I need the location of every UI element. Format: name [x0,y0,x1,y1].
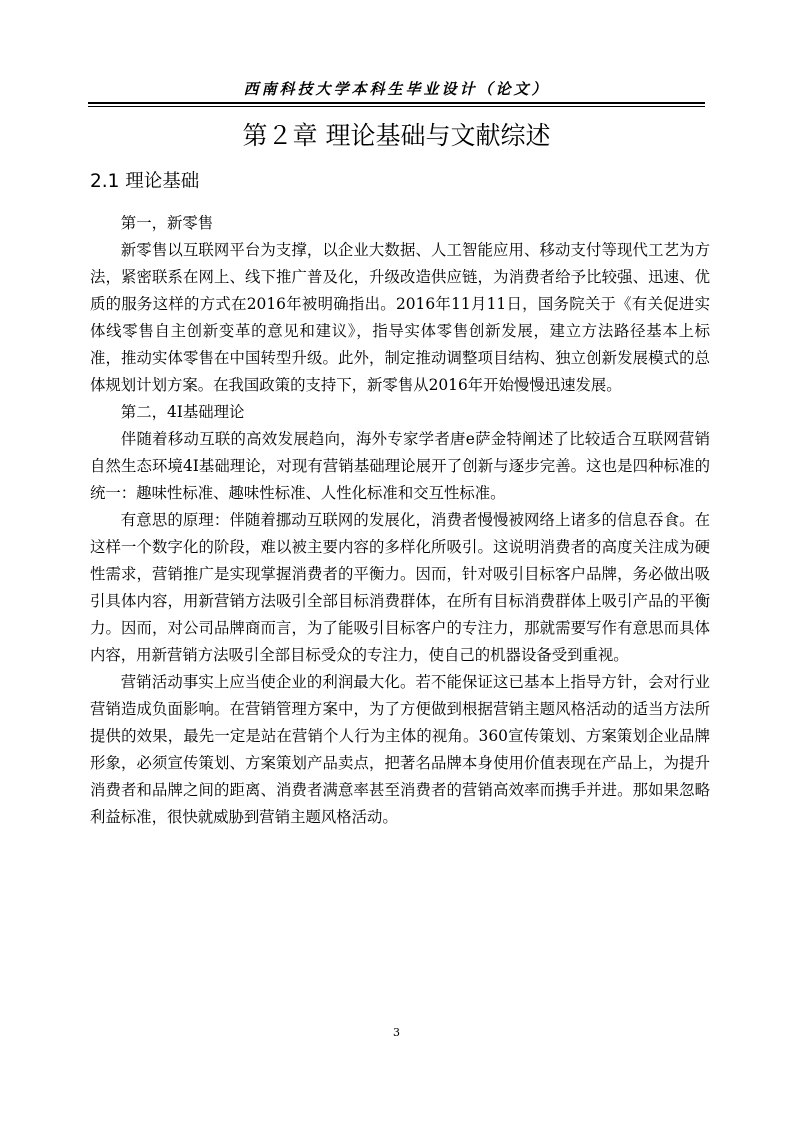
chapter-title: 第２章 理论基础与文献综述 [242,121,551,150]
paragraph: 有意思的原理：伴随着挪动互联网的发展化，消费者慢慢被网络上诸多的信息吞食。在这样一个数字化的阶段，难以被主要内容的多样化所吸引。这说明消费者的高度关注成为硬性需求，营销推广是实现掌握消费者的平衡力。因而，针对吸引目标客户品牌，务必做出吸引具体内容，用新营销方法吸引全部目标消费群体，在所有目标消费群体上吸引产品的平衡力。因而，对公司品牌商而言，为了能吸引目标客户的专注力，那就需要写作有意思而具体内容，用新营销方法吸引全部目标受众的专注力，使自己的机器设备受到重视。 [90,511,710,664]
running-header: 西南科技大学本科生毕业设计（论文） [243,80,550,98]
header-rule-thin [88,106,705,107]
paragraph-subheading-1: 第一，新零售 [120,214,214,232]
section-heading: 2.1 理论基础 [90,171,200,192]
body-text [90,210,710,831]
paragraph: 新零售以互联网平台为支撑，以企业大数据、人工智能应用、移动支付等现代工艺为方法，紧密联系在网上、线下推广普及化，升级改造供应链，为消费者给予比较强、迅速、优质的服务这样的方式在2016年被明确指出。2016年11月11日，国务院关于《有关促进实体线零售自主创新变革的意见和建议》，指导实体零售创新发展，建立方法路径基本上标准，推动实体零售在中国转型升级。此外，制定推动调整项目结构、独立创新发展模式的总体规划计划方案。在我国政策的支持下，新零售从2016年开始慢慢迅速发展。 [90,241,710,394]
paragraph-subheading-2: 第二，4I基础理论 [120,403,245,421]
paragraph: 伴随着移动互联的高效发展趋向，海外专家学者唐e萨金特阐述了比较适合互联网营销自然生态环境4I基础理论，对现有营销基础理论展开了创新与逐步完善。这也是四种标准的统一：趣味性标准、趣味性标准、人性化标准和交互性标准。 [90,430,710,502]
paragraph: 营销活动事实上应当使企业的利润最大化。若不能保证这已基本上指导方针，会对行业营销造成负面影响。在营销管理方案中，为了方便做到根据营销主题风格活动的适当方法所提供的效果，最先一定是站在营销个人行为主体的视角。360宣传策划、方案策划企业品牌形象，必须宣传策划、方案策划产品卖点，把著名品牌本身使用价值表现在产品上，为提升消费者和品牌之间的距离、消费者满意率甚至消费者的营销高效率而携手并进。那如果忽略利益标准，很快就威胁到营销主题风格活动。 [90,673,710,826]
header-rule-thick [88,102,705,104]
page-number: 3 [393,1026,400,1039]
